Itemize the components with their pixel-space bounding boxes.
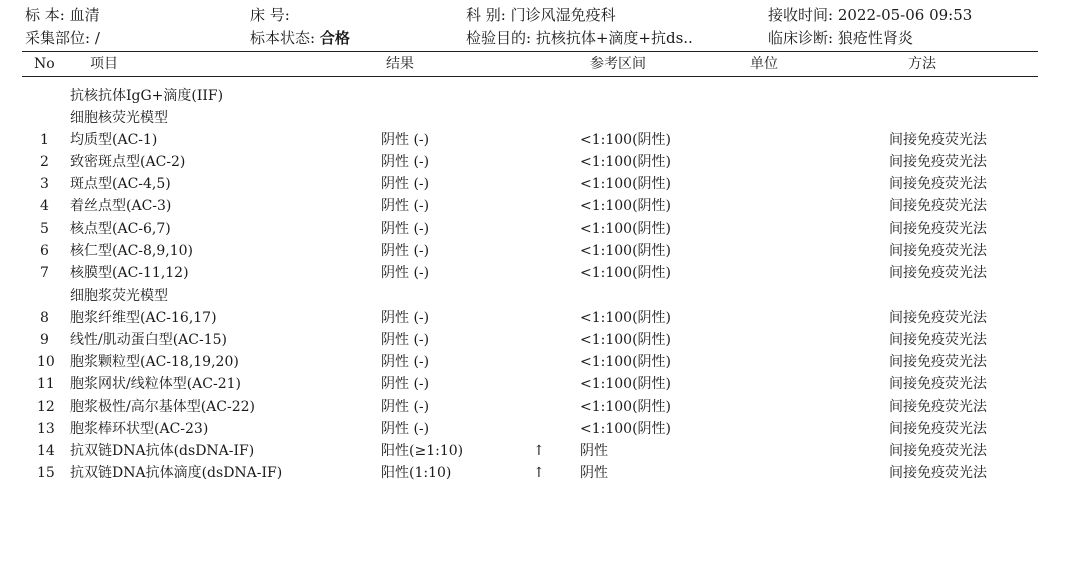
row-reference-range: <1:100(阴性) [580, 265, 671, 281]
row-number: 3 [40, 176, 49, 192]
row-result: 阴性 (-) [381, 376, 430, 392]
specimen-field [25, 6, 100, 24]
row-result: 阴性 (-) [381, 176, 430, 192]
row-method: 间接免疫荧光法 [889, 354, 987, 370]
row-method: 间接免疫荧光法 [889, 421, 987, 437]
row-method: 间接免疫荧光法 [889, 154, 987, 170]
row-reference-range: <1:100(阴性) [580, 221, 671, 237]
row-reference-range: <1:100(阴性) [580, 376, 671, 392]
row-number: 4 [40, 198, 49, 214]
section-title-ana: 抗核抗体IgG+滴度(IIF) [70, 88, 224, 104]
column-header-unit: 单位 [750, 56, 778, 72]
clinical-diagnosis-field [768, 29, 913, 47]
clinical-diagnosis-value: 狼疮性肾炎 [837, 29, 913, 47]
row-reference-range: 阴性 [580, 443, 608, 459]
row-item: 抗双链DNA抗体(dsDNA-IF) [70, 443, 255, 459]
row-result: 阴性 (-) [381, 421, 430, 437]
row-item: 胞浆棒环状型(AC-23) [70, 421, 209, 437]
row-method: 间接免疫荧光法 [889, 132, 987, 148]
row-number: 12 [37, 399, 55, 415]
row-reference-range: <1:100(阴性) [580, 176, 671, 192]
row-reference-range: <1:100(阴性) [580, 399, 671, 415]
row-number: 15 [37, 465, 55, 481]
row-item: 均质型(AC-1) [70, 132, 158, 148]
row-method: 间接免疫荧光法 [889, 332, 987, 348]
row-result: 阴性 (-) [381, 132, 430, 148]
row-method: 间接免疫荧光法 [889, 465, 987, 481]
row-method: 间接免疫荧光法 [889, 176, 987, 192]
row-method: 间接免疫荧光法 [889, 443, 987, 459]
row-number: 7 [40, 265, 49, 281]
received-time-value: 2022-05-06 09:53 [837, 6, 973, 24]
clinical-diagnosis-label: 临床诊断: [768, 29, 834, 47]
row-result: 阳性(≥1:10) [381, 443, 464, 459]
row-reference-range: <1:100(阴性) [580, 132, 671, 148]
row-method: 间接免疫荧光法 [889, 376, 987, 392]
department-value: 门诊风湿免疫科 [510, 6, 616, 24]
row-number: 5 [40, 221, 49, 237]
department-label: 科 别: [466, 6, 506, 24]
collection-site-value: / [94, 29, 100, 47]
row-reference-range: <1:100(阴性) [580, 198, 671, 214]
header-top-divider [22, 51, 1038, 52]
row-item: 核点型(AC-6,7) [70, 221, 171, 237]
row-reference-range: 阴性 [580, 465, 608, 481]
row-number: 1 [40, 132, 49, 148]
row-number: 10 [37, 354, 55, 370]
specimen-value: 血清 [69, 6, 100, 24]
row-reference-range: <1:100(阴性) [580, 310, 671, 326]
row-result: 阳性(1:10) [381, 465, 452, 481]
collection-site-field [25, 29, 100, 47]
row-result: 阴性 (-) [381, 243, 430, 259]
row-item: 致密斑点型(AC-2) [70, 154, 186, 170]
row-method: 间接免疫荧光法 [889, 310, 987, 326]
row-item: 核膜型(AC-11,12) [70, 265, 189, 281]
row-item: 着丝点型(AC-3) [70, 198, 172, 214]
department-field [466, 6, 616, 24]
collection-site-label: 采集部位: [25, 29, 91, 47]
row-item: 胞浆纤维型(AC-16,17) [70, 310, 217, 326]
row-number: 9 [40, 332, 49, 348]
row-item: 线性/肌动蛋白型(AC-15) [70, 332, 228, 348]
row-reference-range: <1:100(阴性) [580, 243, 671, 259]
row-result: 阴性 (-) [381, 198, 430, 214]
column-header-item: 项目 [90, 56, 118, 72]
specimen-label: 标 本: [25, 6, 65, 24]
received-time-label: 接收时间: [768, 6, 834, 24]
section-title-nuclear: 细胞核荧光模型 [70, 110, 168, 126]
row-method: 间接免疫荧光法 [889, 198, 987, 214]
row-method: 间接免疫荧光法 [889, 265, 987, 281]
row-result: 阴性 (-) [381, 310, 430, 326]
row-reference-range: <1:100(阴性) [580, 354, 671, 370]
row-result: 阴性 (-) [381, 354, 430, 370]
column-header-method: 方法 [908, 56, 936, 72]
row-number: 8 [40, 310, 49, 326]
row-method: 间接免疫荧光法 [889, 243, 987, 259]
row-item: 抗双链DNA抗体滴度(dsDNA-IF) [70, 465, 283, 481]
specimen-status-field [250, 29, 350, 47]
test-purpose-value: 抗核抗体+滴度+抗ds.. [535, 29, 693, 47]
row-number: 13 [37, 421, 55, 437]
row-item: 胞浆网状/线粒体型(AC-21) [70, 376, 242, 392]
test-purpose-label: 检验目的: [466, 29, 532, 47]
row-item: 核仁型(AC-8,9,10) [70, 243, 194, 259]
row-item: 胞浆颗粒型(AC-18,19,20) [70, 354, 239, 370]
row-result: 阴性 (-) [381, 221, 430, 237]
row-result: 阴性 (-) [381, 265, 430, 281]
specimen-status-label: 标本状态: [250, 29, 316, 47]
specimen-status-value: 合格 [319, 29, 350, 47]
column-header-result: 结果 [386, 56, 414, 72]
section-title-cytoplasmic: 细胞浆荧光模型 [70, 288, 168, 304]
row-number: 14 [37, 443, 55, 459]
bed-field [250, 6, 290, 24]
row-result: 阴性 (-) [381, 399, 430, 415]
row-method: 间接免疫荧光法 [889, 399, 987, 415]
row-reference-range: <1:100(阴性) [580, 154, 671, 170]
row-item: 斑点型(AC-4,5) [70, 176, 171, 192]
row-number: 6 [40, 243, 49, 259]
row-flag: ↑ [533, 443, 545, 459]
column-header-no: No [34, 56, 55, 72]
row-number: 11 [37, 376, 55, 392]
row-reference-range: <1:100(阴性) [580, 332, 671, 348]
row-reference-range: <1:100(阴性) [580, 421, 671, 437]
row-flag: ↑ [533, 465, 545, 481]
bed-label: 床 号: [250, 6, 290, 24]
header-bottom-divider [22, 76, 1038, 77]
test-purpose-field [466, 29, 693, 47]
row-method: 间接免疫荧光法 [889, 221, 987, 237]
row-result: 阴性 (-) [381, 154, 430, 170]
column-header-range: 参考区间 [590, 56, 646, 72]
row-item: 胞浆极性/高尔基体型(AC-22) [70, 399, 256, 415]
received-time-field [768, 6, 972, 24]
row-result: 阴性 (-) [381, 332, 430, 348]
row-number: 2 [40, 154, 49, 170]
